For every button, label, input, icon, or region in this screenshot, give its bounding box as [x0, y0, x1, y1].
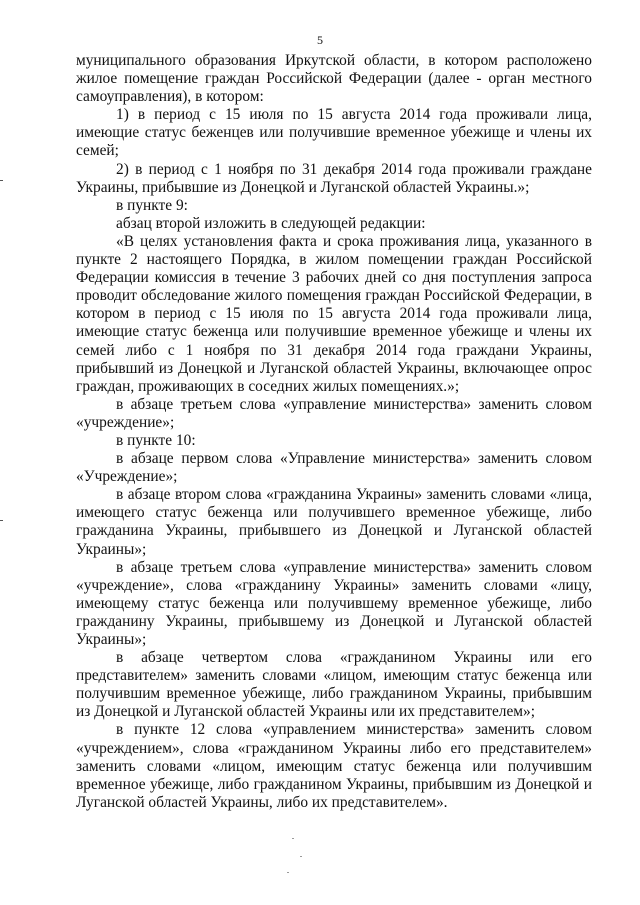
paragraph: 1) в период с 15 июля по 15 августа 2014 года проживали лица, имеющие статус беженцев или получившие временное убежище и члены их семей;: [76, 106, 592, 160]
paragraph: в пункте 9:: [116, 196, 188, 214]
paragraph: в абзаце третьем слова «управление министерства» заменить словом «учреждение»;: [76, 395, 592, 431]
document-body: [76, 52, 592, 812]
paragraph: «В целях установления факта и срока проживания лица, указанного в пункте 2 настоящего Порядка, в жилом помещении граждан Российской Федерации комиссия в течение 3 рабочих дней со дня поступления запроса проводит обследование жилого помещения граждан Российской Федерации, в котором в период с 15 июля по 15 августа 2014 года проживали лица, имеющие статус беженца или получившие временное убежище и члены их семей либо с 1 ноября по 31 декабря 2014 года граждани Украины, прибывший из Донецкой и Луганской областей Украины, включающее опрос граждан, проживающих в соседних жилых помещениях.»;: [76, 232, 592, 395]
scan-speck: [292, 838, 294, 839]
page-number: 5: [317, 33, 323, 47]
scan-speck: [300, 856, 302, 857]
scan-edge-mark: [0, 180, 3, 181]
scan-speck: [287, 872, 289, 873]
paragraph: 2) в период с 1 ноября по 31 декабря 2014 года проживали граждане Украины, прибывшие из Донецкой и Луганской областей Украины.»;: [76, 160, 592, 196]
paragraph: в абзаце четвертом слова «гражданином Украины или его представителем» заменить словами «лицом, имеющим статус беженца или получившим временное убежище, либо гражданином Украины, прибывшим из Донецкой и Луганской областей Украины или их представителем»;: [76, 649, 592, 721]
paragraph: в пункте 12 слова «управлением министерства» заменить словом «учреждением», слова «гражданином Украины либо его представителем» заменить словами «лицом, имеющим статус беженца или получившим временное убежище, либо гражданином Украины, прибывшим из Донецкой и Луганской областей Украины, либо их представителем».: [76, 721, 592, 811]
paragraph: в пункте 10:: [116, 431, 196, 449]
paragraph: в абзаце первом слова «Управление министерства» заменить словом «Учреждение»;: [76, 450, 592, 486]
paragraph: в абзаце втором слова «гражданина Украины» заменить словами «лица, имеющего статус беженца или получившего временное убежище, либо гражданина Украины, прибывшего из Донецкой и Луганской областей Украины»;: [76, 486, 592, 558]
paragraph: абзац второй изложить в следующей редакции:: [116, 214, 426, 232]
paragraph: муниципального образования Иркутской области, в котором расположено жилое помещение граждан Российской Федерации (далее - орган местного самоуправления), в котором:: [76, 52, 592, 106]
paragraph: в абзаце третьем слова «управление министерства» заменить словом «учреждение», слова «гражданину Украины» заменить словами «лицу, имеющему статус беженца или получившему временное убежище, либо гражданину Украины, прибывшему из Донецкой и Луганской областей Украины»;: [76, 558, 592, 648]
scan-edge-mark: [0, 520, 3, 521]
